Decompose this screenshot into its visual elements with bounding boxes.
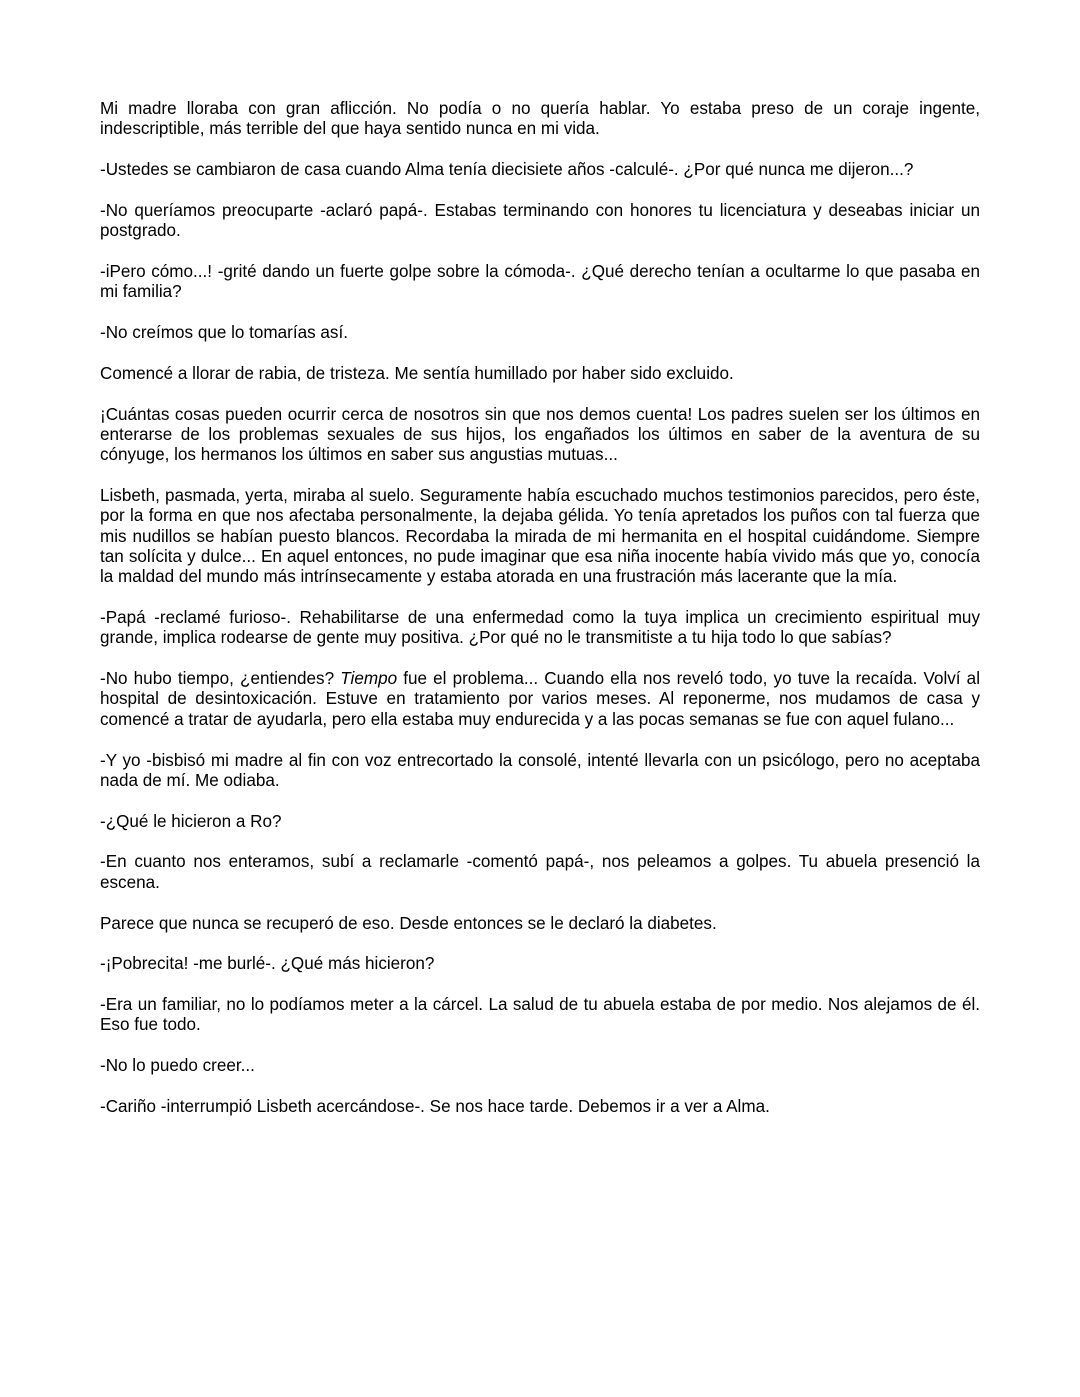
paragraph: -En cuanto nos enteramos, subí a reclamarle -comentó papá-, nos peleamos a golpes. Tu abuela presenció la escena. xyxy=(100,852,980,892)
paragraph-text-start: -No hubo tiempo, ¿entiendes? xyxy=(100,669,341,689)
paragraph: -iPero cómo...! -grité dando un fuerte golpe sobre la cómoda-. ¿Qué derecho tenían a ocultarme lo que pasaba en mi familia? xyxy=(100,261,980,302)
paragraph: -¡Pobrecita! -me burlé-. ¿Qué más hicieron? xyxy=(100,954,435,974)
paragraph: -No creímos que lo tomarías así. xyxy=(100,323,348,343)
paragraph: -¿Qué le hicieron a Ro? xyxy=(100,811,282,831)
paragraph: -Papá -reclamé furioso-. Rehabilitarse de una enfermedad como la tuya implica un crecimiento espiritual muy grande, implica rodearse de gente muy positiva. ¿Por qué no le transmitiste a tu hija todo lo que sabías? xyxy=(100,608,980,648)
document-body xyxy=(100,99,980,1117)
paragraph: ¡Cuántas cosas pueden ocurrir cerca de nosotros sin que nos demos cuenta! Los padres suelen ser los últimos en enterarse de los problemas sexuales de sus hijos, los engañados los últimos en saber de la aventura de su cónyuge, los hermanos los últimos en saber sus angustias mutuas... xyxy=(100,404,980,465)
paragraph: Mi madre lloraba con gran aflicción. No podía o no quería hablar. Yo estaba preso de un coraje ingente, indescriptible, más terrible del que haya sentido nunca en mi vida. xyxy=(100,99,980,139)
paragraph-with-italic xyxy=(100,669,980,730)
paragraph: -No queríamos preocuparte -aclaró papá-. Estabas terminando con honores tu licenciatura y deseabas iniciar un postgrado. xyxy=(100,200,980,241)
paragraph: -Cariño -interrumpió Lisbeth acercándose-. Se nos hace tarde. Debemos ir a ver a Alma. xyxy=(100,1097,770,1116)
paragraph: Comencé a llorar de rabia, de tristeza. Me sentía humillado por haber sido excluido. xyxy=(100,363,734,383)
paragraph: Lisbeth, pasmada, yerta, miraba al suelo. Seguramente había escuchado muchos testimonios parecidos, pero éste, por la forma en que nos afectaba personalmente, la dejaba gélida. Yo tenía apretados los puños con tal fuerza que mis nudillos se habían puesto blancos. Recordaba la mirada de mi hermanita en el hospital cuidándome. Siempre tan solícita y dulce... En aquel entonces, no pude imaginar que esa niña inocente había vivido más que yo, conocía la maldad del mundo más intrínsecamente y estaba atorada en una frustración más lacerante que la mía. xyxy=(100,486,980,587)
italic-word: Tiempo xyxy=(340,669,398,689)
paragraph: Parece que nunca se recuperó de eso. Desde entonces se le declaró la diabetes. xyxy=(100,913,717,933)
paragraph: -No lo puedo creer... xyxy=(100,1056,255,1076)
paragraph-text-end: fue el problema... Cuando ella nos reveló todo, yo tuve la recaída. Volví al hospital de desintoxicación. Estuve en tratamiento por varios meses. Al reponerme, nos mudamos de casa y comencé a tratar de ayudarla, pero ella estaba muy endurecida y a las pocas semanas se fue con aquel fulano... xyxy=(100,669,980,729)
paragraph: -Era un familiar, no lo podíamos meter a la cárcel. La salud de tu abuela estaba de por medio. Nos alejamos de él. Eso fue todo. xyxy=(100,995,980,1035)
paragraph: -Ustedes se cambiaron de casa cuando Alma tenía diecisiete años -calculé-. ¿Por qué nunca me dijeron...? xyxy=(100,160,914,180)
paragraph: -Y yo -bisbisó mi madre al fin con voz entrecortado la consolé, intenté llevarla con un psicólogo, pero no aceptaba nada de mí. Me odiaba. xyxy=(100,750,980,790)
